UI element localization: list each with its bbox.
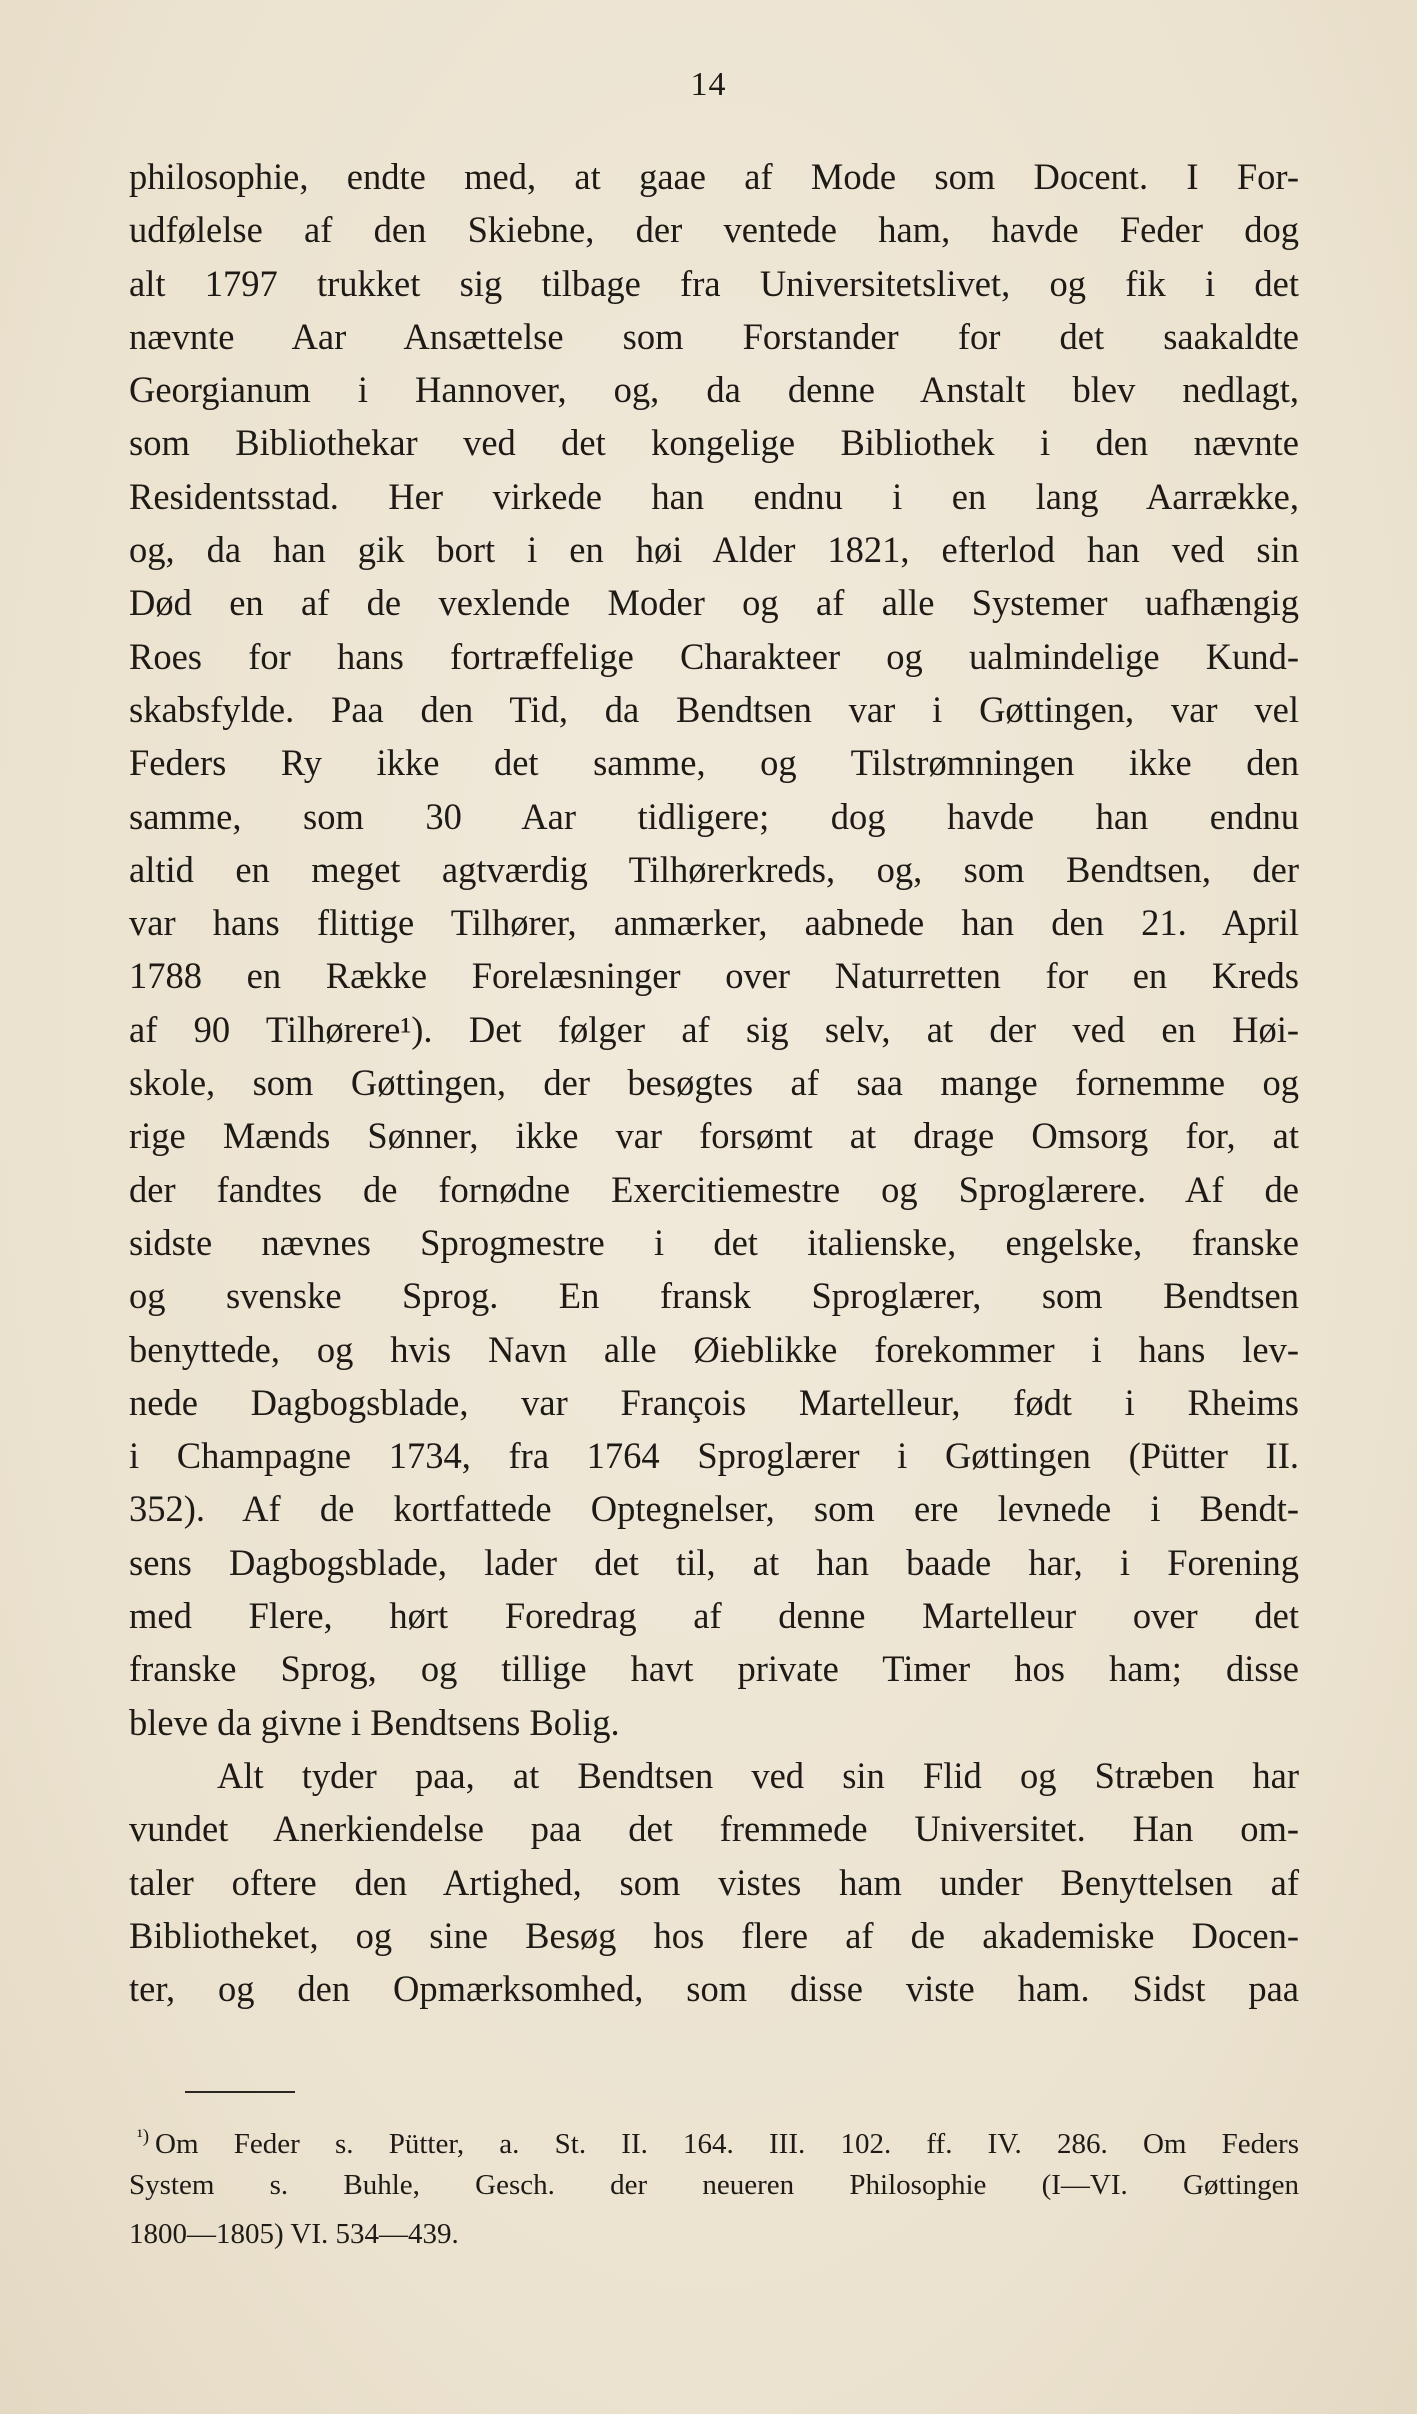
text-line: rige Mænds Sønner, ikke var forsømt at drage Omsorg for, at xyxy=(129,1115,1299,1157)
text-line: philosophie, endte med, at gaae af Mode som Docent. I For- xyxy=(129,156,1299,197)
text-line: vundet Anerkiendelse paa det fremmede Universitet. Han om- xyxy=(129,1808,1299,1850)
text-line: som Bibliothekar ved det kongelige Bibliothek i den nævnte xyxy=(129,422,1299,464)
text-line: 352). Af de kortfattede Optegnelser, som ere levnede i Bendt- xyxy=(129,1488,1299,1530)
paragraph-end-line: bleve da givne i Bendtsens Bolig. xyxy=(129,1701,620,1743)
text-line: Residentsstad. Her virkede han endnu i en lang Aarrække, xyxy=(129,475,1299,517)
text-line: Georgianum i Hannover, og, da denne Anstalt blev nedlagt, xyxy=(129,369,1299,411)
text-line: altid en meget agtværdig Tilhørerkreds, og, som Bendtsen, der xyxy=(129,848,1299,890)
text-line: sidste nævnes Sprogmestre i det italienske, engelske, franske xyxy=(129,1221,1299,1263)
text-line: samme, som 30 Aar tidligere; dog havde han endnu xyxy=(129,795,1299,837)
text-line: af 90 Tilhørere¹). Det følger af sig selv, at der ved en Høi- xyxy=(129,1008,1299,1050)
text-line: Død en af de vexlende Moder og af alle Systemer uafhængig xyxy=(129,582,1299,624)
body-text xyxy=(129,150,1299,2015)
text-line: der fandtes de fornødne Exercitiemestre og Sproglærere. Af de xyxy=(129,1168,1299,1210)
text-line: benyttede, og hvis Navn alle Øieblikke forekommer i hans lev- xyxy=(129,1328,1299,1370)
paragraph-start-line: Alt tyder paa, at Bendtsen ved sin Flid og Stræben har xyxy=(217,1754,1299,1796)
text-line: Feders Ry ikke det samme, og Tilstrømningen ikke den xyxy=(129,742,1299,784)
text-line: 1788 en Række Forelæsninger over Naturretten for en Kreds xyxy=(129,955,1299,997)
footnote-line xyxy=(129,2112,1299,2161)
text-line: franske Sprog, og tillige havt private Timer hos ham; disse xyxy=(129,1648,1299,1690)
text-line: i Champagne 1734, fra 1764 Sproglærer i Gøttingen (Pütter II. xyxy=(129,1435,1299,1477)
page-number: 14 xyxy=(690,66,727,103)
text-line: nede Dagbogsblade, var François Martelleur, født i Rheims xyxy=(129,1381,1299,1423)
footnote-text: Om Feder s. Pütter, a. St. II. 164. III. 102. ff. IV. 286. Om Feders xyxy=(155,2128,1299,2160)
text-line: og, da han gik bort i en høi Alder 1821, efterlod han ved sin xyxy=(129,529,1299,571)
footnote-marker: ¹) xyxy=(137,2126,150,2147)
footnote-line: 1800—1805) VI. 534—439. xyxy=(129,2218,459,2250)
text-line: skole, som Gøttingen, der besøgtes af saa mange fornemme og xyxy=(129,1062,1299,1104)
text-line: udfølelse af den Skiebne, der ventede ham, havde Feder dog xyxy=(129,209,1299,251)
text-line: med Flere, hørt Foredrag af denne Martelleur over det xyxy=(129,1595,1299,1637)
text-line: taler oftere den Artighed, som vistes ham under Benyttelsen af xyxy=(129,1861,1299,1903)
text-line: alt 1797 trukket sig tilbage fra Universitetslivet, og fik i det xyxy=(129,262,1299,304)
footnote xyxy=(129,2112,1299,2259)
footnote-divider xyxy=(185,2091,295,2093)
text-line: sens Dagbogsblade, lader det til, at han baade har, i Forening xyxy=(129,1541,1299,1583)
text-line: Bibliotheket, og sine Besøg hos flere af de akademiske Docen- xyxy=(129,1914,1299,1956)
text-line: skabsfylde. Paa den Tid, da Bendtsen var i Gøttingen, var vel xyxy=(129,688,1299,730)
text-line: ter, og den Opmærksomhed, som disse viste ham. Sidst paa xyxy=(129,1968,1299,2010)
footnote-line: System s. Buhle, Gesch. der neueren Philosophie (I—VI. Gøttingen xyxy=(129,2169,1299,2201)
text-line: og svenske Sprog. En fransk Sproglærer, som Bendtsen xyxy=(129,1275,1299,1317)
text-line: Roes for hans fortræffelige Charakteer og ualmindelige Kund- xyxy=(129,635,1299,677)
text-line: nævnte Aar Ansættelse som Forstander for det saakaldte xyxy=(129,315,1299,357)
text-line: var hans flittige Tilhører, anmærker, aabnede han den 21. April xyxy=(129,902,1299,944)
